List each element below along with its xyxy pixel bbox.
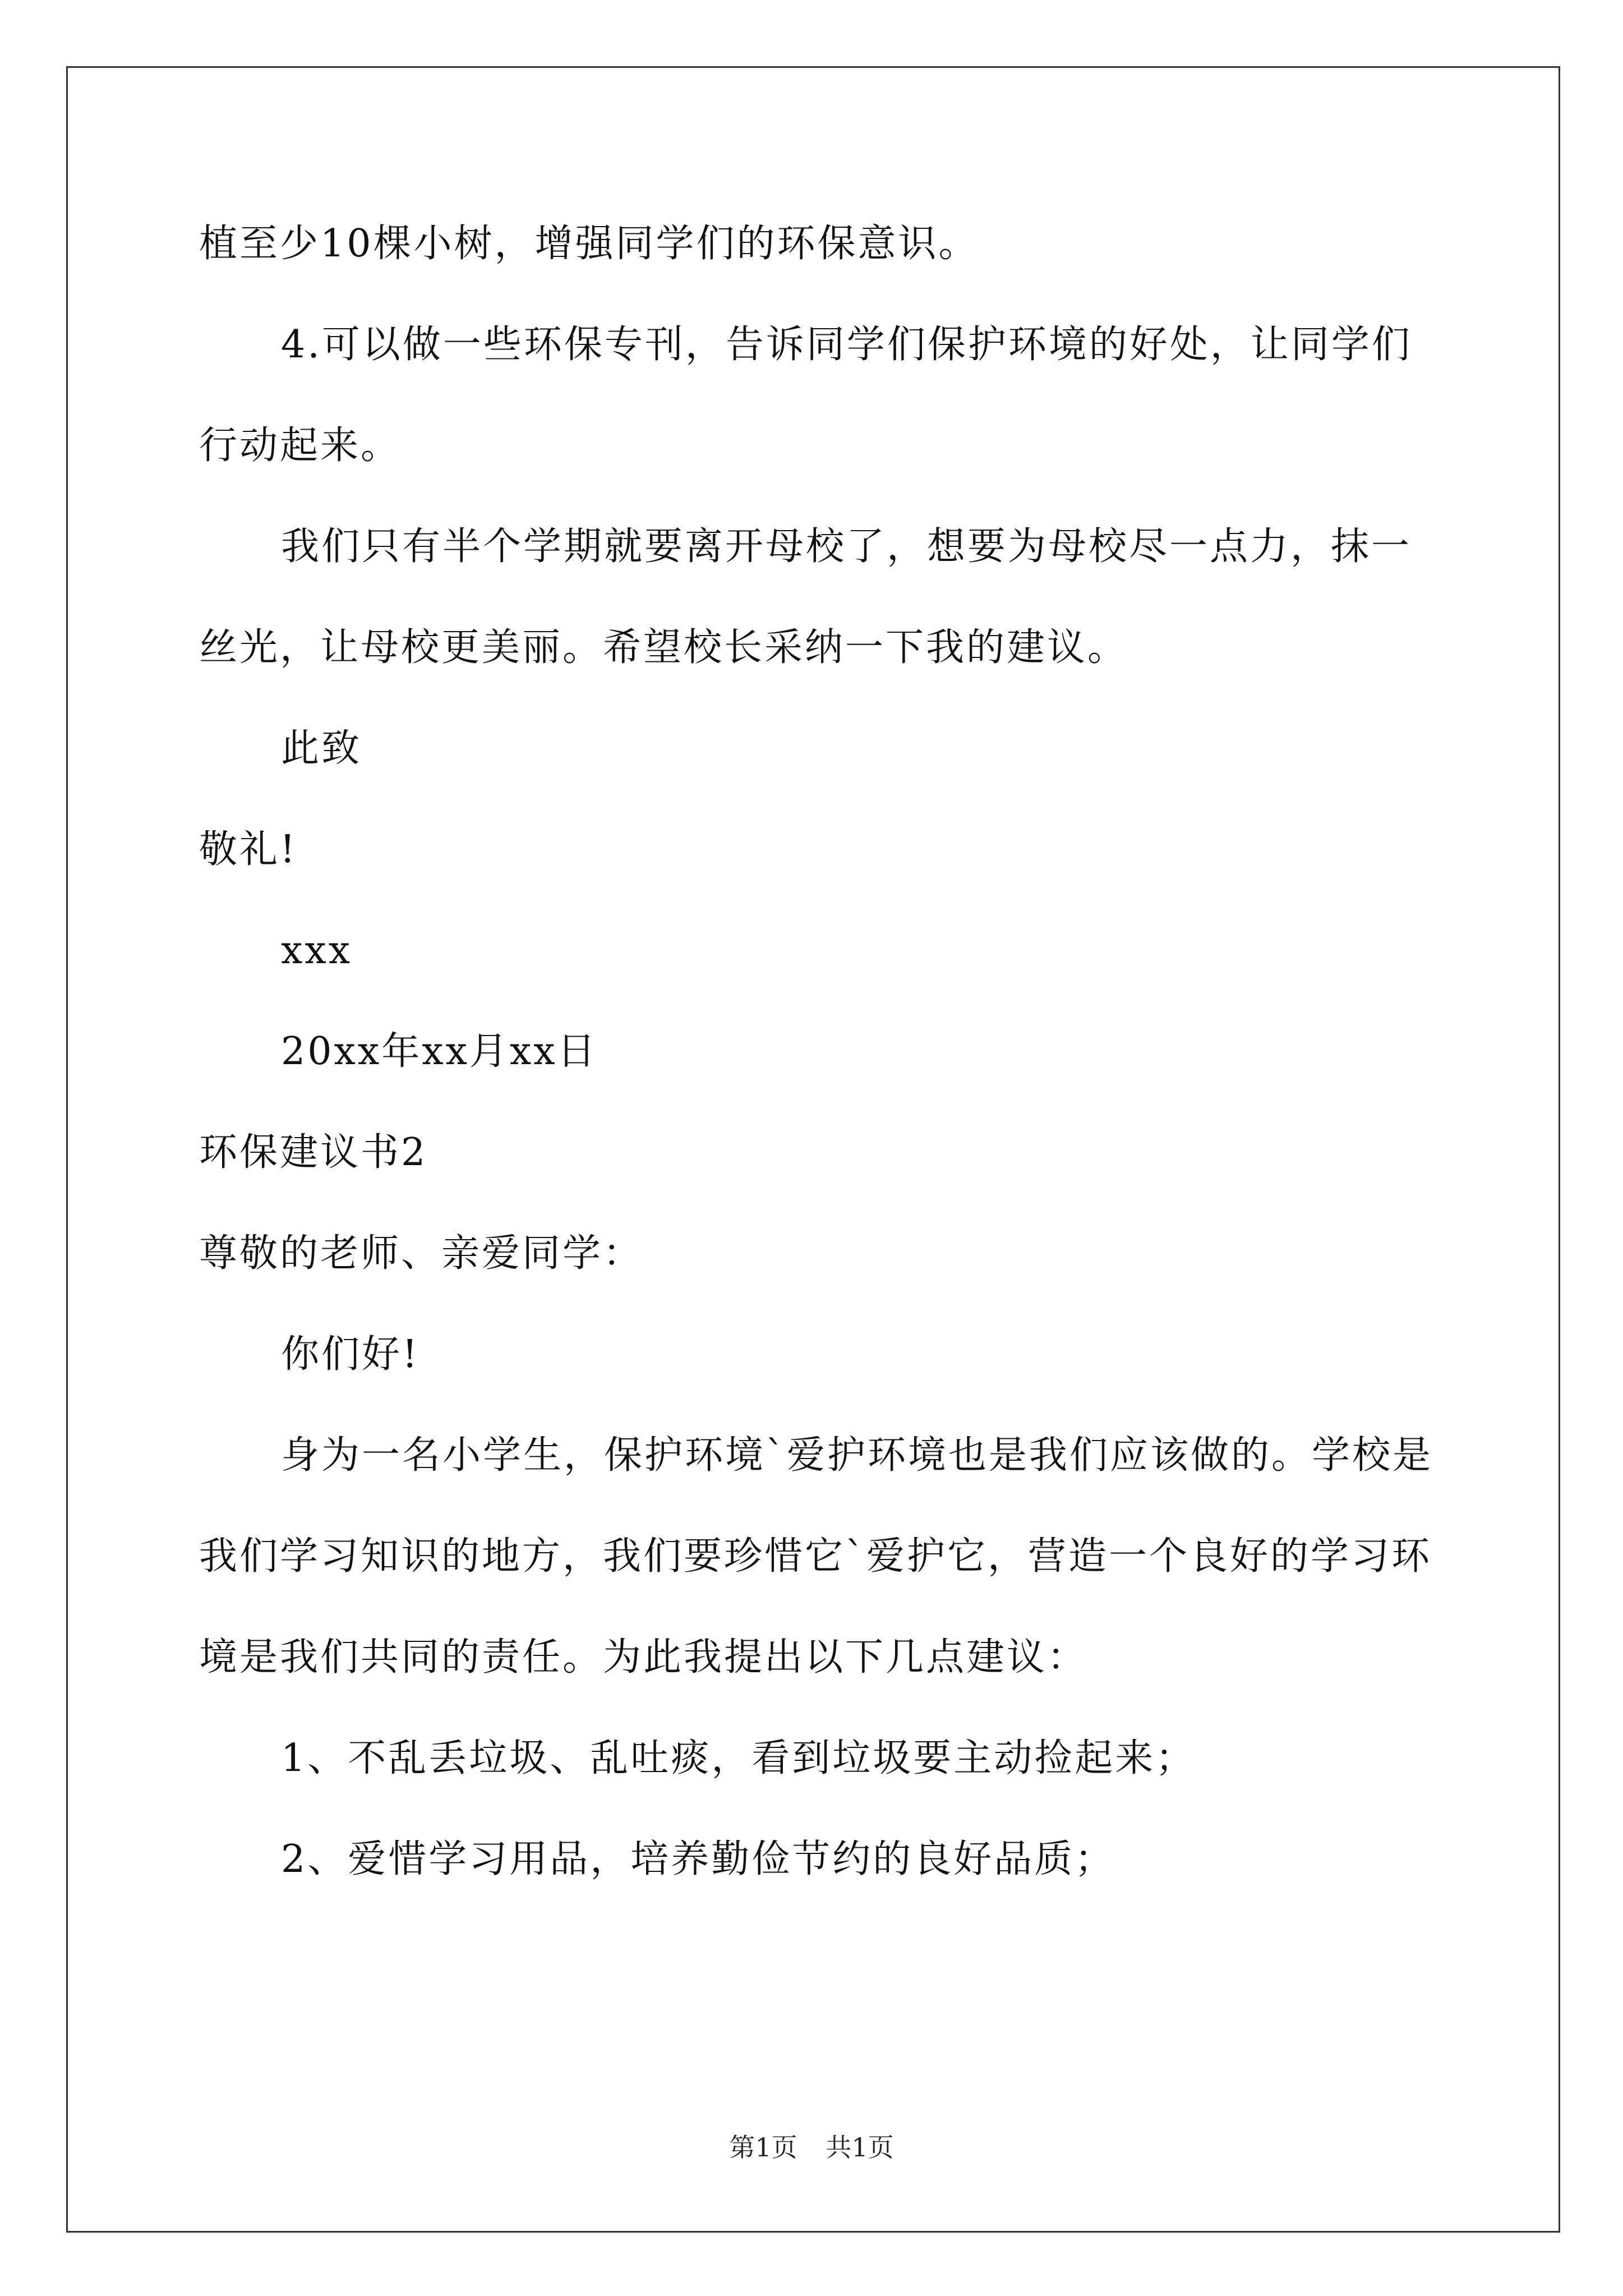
- salutation-line: 敬礼!: [199, 827, 298, 872]
- signature-line: xxx: [281, 928, 353, 973]
- greeting-line: 尊敬的老师、亲爱同学：: [199, 1231, 644, 1276]
- page-number-total: 共1页: [826, 2132, 894, 2162]
- text-line: 境是我们共同的责任。为此我提出以下几点建议：: [199, 1635, 1088, 1680]
- list-item: 2、爱惜学习用品，培养勤俭节约的良好品质；: [281, 1837, 1115, 1881]
- greeting-line: 你们好!: [281, 1332, 420, 1377]
- text-line: 植至少10棵小树，增强同学们的环保意识。: [199, 222, 979, 266]
- text-line: 我们学习知识的地方，我们要珍惜它`爱护它，营造一个良好的学习环: [199, 1534, 1432, 1579]
- section-title: 环保建议书2: [199, 1130, 428, 1175]
- text-line: 身为一名小学生，保护环境`爱护环境也是我们应该做的。学校是: [281, 1433, 1433, 1478]
- date-line: 20xx年xx月xx日: [281, 1029, 598, 1074]
- text-line: 行动起来。: [199, 424, 402, 468]
- text-line: 丝光，让母校更美丽。希望校长采纳一下我的建议。: [199, 625, 1128, 670]
- text-line: 4.可以做一些环保专刊，告诉同学们保护环境的好处，让同学们: [281, 323, 1412, 367]
- page-footer: [0, 2131, 1623, 2164]
- list-item: 1、不乱丢垃圾、乱吐痰，看到垃圾要主动捡起来；: [281, 1736, 1196, 1780]
- page-number-current: 第1页: [729, 2132, 797, 2162]
- salutation-line: 此致: [281, 726, 362, 771]
- text-line: 我们只有半个学期就要离开母校了，想要为母校尽一点力，抹一: [281, 524, 1412, 569]
